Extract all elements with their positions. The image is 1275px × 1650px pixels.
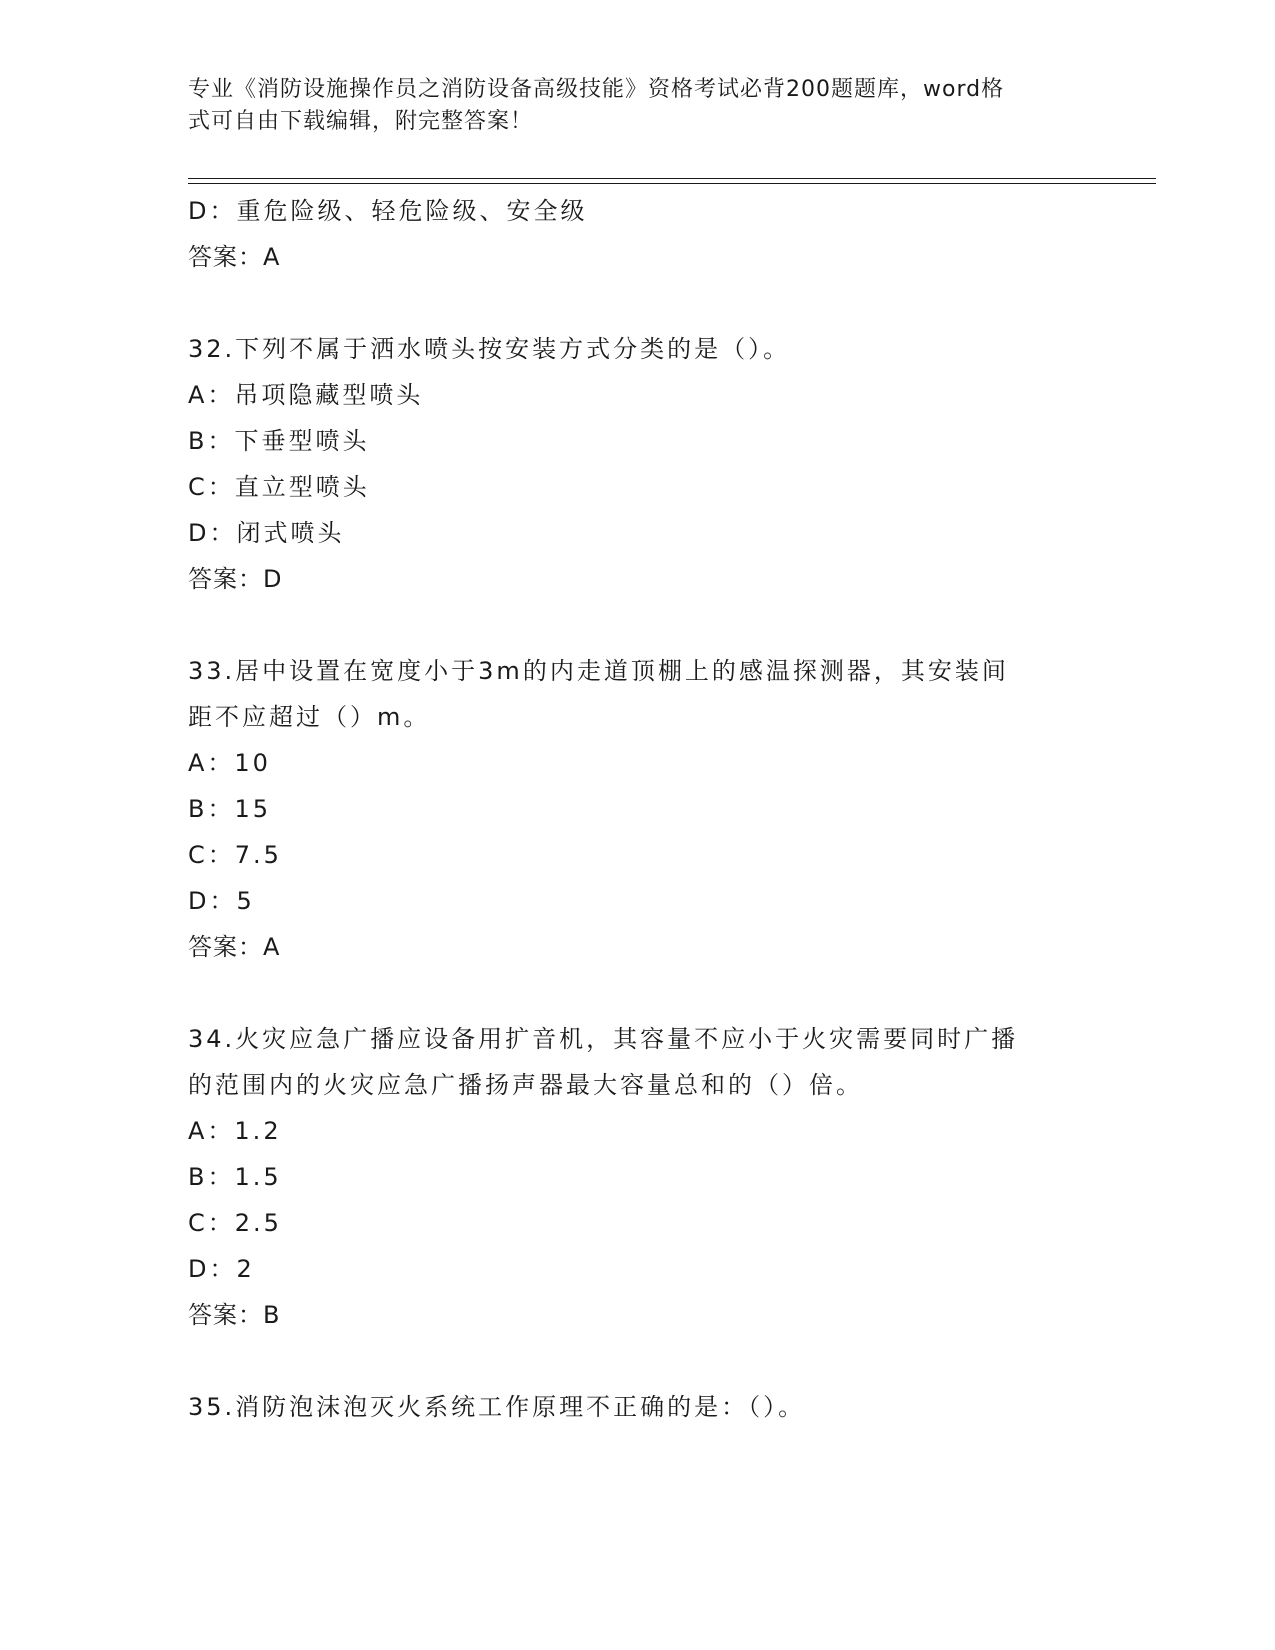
option-a: A：吊项隐藏型喷头 — [188, 381, 424, 409]
option-d: D：重危险级、轻危险级、安全级 — [188, 197, 588, 225]
spacer — [188, 602, 1088, 648]
question-33 — [188, 648, 1088, 970]
header-line-2: 式可自由下载编辑，附完整答案！ — [188, 109, 534, 134]
spacer — [188, 280, 1088, 326]
option-d: D：5 — [188, 887, 255, 915]
option-c: C：2.5 — [188, 1209, 282, 1237]
option-a: A：10 — [188, 749, 271, 777]
question-stem-line-2: 距不应超过（）m。 — [188, 703, 431, 731]
question-stem: 35.消防泡沫泡灭火系统工作原理不正确的是：（）。 — [188, 1393, 806, 1421]
question-35 — [188, 1384, 1088, 1430]
option-b: B：1.5 — [188, 1163, 282, 1191]
answer-line: 答案：B — [188, 1301, 281, 1329]
spacer — [188, 1338, 1088, 1384]
spacer — [188, 970, 1088, 1016]
answer-line: 答案：D — [188, 565, 283, 593]
option-c: C：7.5 — [188, 841, 282, 869]
answer-line: 答案：A — [188, 243, 281, 271]
option-a: A：1.2 — [188, 1117, 282, 1145]
option-b: B：下垂型喷头 — [188, 427, 370, 455]
document-header — [188, 74, 1068, 138]
question-stem-line-1: 33.居中设置在宽度小于3m的内走道顶棚上的感温探测器，其安装间 — [188, 657, 1009, 685]
header-divider-bottom — [188, 183, 1156, 184]
question-content — [188, 188, 1088, 1430]
header-divider-top — [188, 178, 1156, 179]
option-d: D：闭式喷头 — [188, 519, 345, 547]
option-b: B：15 — [188, 795, 272, 823]
option-d: D：2 — [188, 1255, 255, 1283]
question-stem-line-1: 34.火灾应急广播应设备用扩音机，其容量不应小于火灾需要同时广播 — [188, 1025, 1019, 1053]
question-stem-line-2: 的范围内的火灾应急广播扬声器最大容量总和的（）倍。 — [188, 1071, 863, 1099]
header-line-1: 专业《消防设施操作员之消防设备高级技能》资格考试必背200题题库，word格 — [188, 77, 1005, 102]
option-c: C：直立型喷头 — [188, 473, 370, 501]
question-stem: 32.下列不属于洒水喷头按安装方式分类的是（）。 — [188, 335, 791, 363]
question-34 — [188, 1016, 1088, 1338]
answer-line: 答案：A — [188, 933, 281, 961]
question-32 — [188, 326, 1088, 602]
